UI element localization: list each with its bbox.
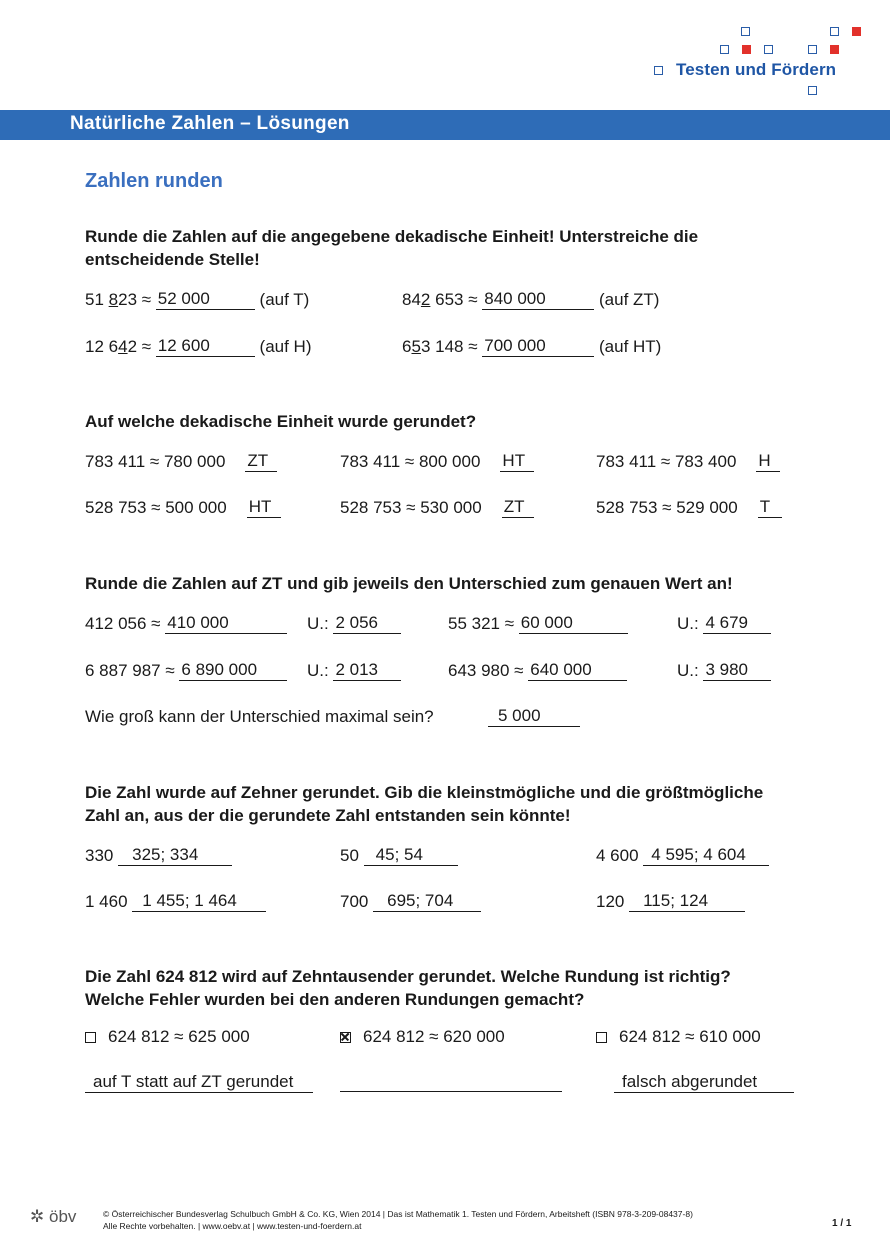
task3-instruction: Runde die Zahlen auf ZT und gib jeweils den Unterschied zum genauen Wert an! [85,574,733,593]
answer-blank: 325; 334 [118,846,232,866]
brand-name: Testen und Fördern [676,60,837,79]
rounded-blank: 640 000 [528,661,627,681]
task5-comment-1: auf T statt auf ZT gerundet [85,1073,313,1093]
answer-blank: 1 455; 1 464 [132,892,266,912]
task2-item-3: 783 411 ≈ 783 400 H [596,452,780,472]
checkbox[interactable] [596,1032,607,1043]
task2-item-2: 783 411 ≈ 800 000 HT [340,452,534,472]
task5-option-2[interactable]: 624 812 ≈ 620 000 [340,1027,505,1047]
task5-comment-2-line [340,1091,562,1092]
answer-blank: 695; 704 [373,892,481,912]
task3-item-3: 6 887 987 ≈ 6 890 000 [85,661,287,681]
answer-blank: 52 000 [156,290,255,310]
diff-blank: 4 679 [703,614,771,634]
task4-item-1: 330 325; 334 [85,846,232,866]
answer-blank: 4 595; 4 604 [643,846,769,866]
task5-option-3[interactable]: 624 812 ≈ 610 000 [596,1027,761,1047]
task1-item-3: 12 642 ≈ 12 600 (auf H) [85,336,312,356]
task4-item-6: 120 115; 124 [596,892,745,912]
answer-blank: 12 600 [156,337,255,357]
answer-blank: H [756,452,780,472]
task3-item-4: 643 980 ≈ 640 000 [448,661,627,681]
task2-instruction: Auf welche dekadische Einheit wurde gerundet? [85,412,477,431]
rounded-blank: 6 890 000 [179,661,287,681]
task2-item-5: 528 753 ≈ 530 000 ZT [340,498,534,518]
task1-item-2: 842 653 ≈ 840 000 (auf ZT) [402,289,660,309]
task3-question: Wie groß kann der Unterschied maximal sein? [85,707,434,726]
task4-instruction: Die Zahl wurde auf Zehner gerundet. Gib die kleinstmögliche und die größtmögliche Zahl an, aus der die gerundete Zahl entstanden sein könnte! [85,783,764,825]
task2-item-1: 783 411 ≈ 780 000 ZT [85,452,277,472]
task4-item-4: 1 460 1 455; 1 464 [85,892,266,912]
answer-blank: 115; 124 [629,892,745,912]
task5-comment-3: falsch abgerundet [614,1073,794,1093]
rounded-blank: 410 000 [165,614,287,634]
task4-item-3: 4 600 4 595; 4 604 [596,846,769,866]
task2-item-6: 528 753 ≈ 529 000 T [596,498,782,518]
footer-text: © Österreichischer Bundesverlag Schulbuch GmbH & Co. KG, Wien 2014 | Das ist Mathematik 1. Testen und Fördern, Arbeitsheft (ISBN 978-3-209-08437-8) Alle Rechte vorbehalten. | www.oebv.at | www.testen-und-foerdern.at [103,1209,693,1231]
task3-diff-4: U.: 3 980 [677,661,771,681]
answer-blank: 840 000 [482,290,594,310]
task5-instruction: Die Zahl 624 812 wird auf Zehntausender gerundet. Welche Rundung ist richtig? Welche Fehler wurden bei den anderen Rundungen gemacht? [85,967,731,1009]
obv-icon: ✲ [30,1207,45,1226]
page-number: 1 / 1 [832,1218,852,1229]
answer-blank: T [758,498,782,518]
checkbox[interactable] [85,1032,96,1043]
diff-blank: 2 013 [333,661,401,681]
answer-blank: HT [247,498,281,518]
answer-blank: ZT [502,498,534,518]
task1-instruction: Runde die Zahlen auf die angegebene dekadische Einheit! Unterstreiche die entscheidende Stelle! [85,227,699,269]
diff-blank: 3 980 [703,661,771,681]
answer-blank: 700 000 [482,337,594,357]
task3-diff-1: U.: 2 056 [307,614,401,634]
task1-item-4: 653 148 ≈ 700 000 (auf HT) [402,336,662,356]
task2-item-4: 528 753 ≈ 500 000 HT [85,498,281,518]
task3-item-1: 412 056 ≈ 410 000 [85,614,287,634]
task3-diff-3: U.: 2 013 [307,661,401,681]
section-title: Zahlen runden [85,170,223,192]
answer-blank: 45; 54 [364,846,458,866]
answer-blank: HT [500,452,534,472]
rounded-blank: 60 000 [519,614,628,634]
task5-option-1[interactable]: 624 812 ≈ 625 000 [85,1027,250,1047]
answer-blank: ZT [245,452,277,472]
task3-diff-2: U.: 4 679 [677,614,771,634]
page-title: Natürliche Zahlen – Lösungen [70,113,350,134]
task3-item-2: 55 321 ≈ 60 000 [448,614,628,634]
task3-max-answer: 5 000 [488,707,580,727]
task4-item-2: 50 45; 54 [340,846,458,866]
diff-blank: 2 056 [333,614,401,634]
checkbox-checked[interactable] [340,1032,351,1043]
task1-item-1: 51 823 ≈ 52 000 (auf T) [85,289,310,309]
publisher-logo: ✲ öbv [30,1207,77,1226]
task4-item-5: 700 695; 704 [340,892,481,912]
